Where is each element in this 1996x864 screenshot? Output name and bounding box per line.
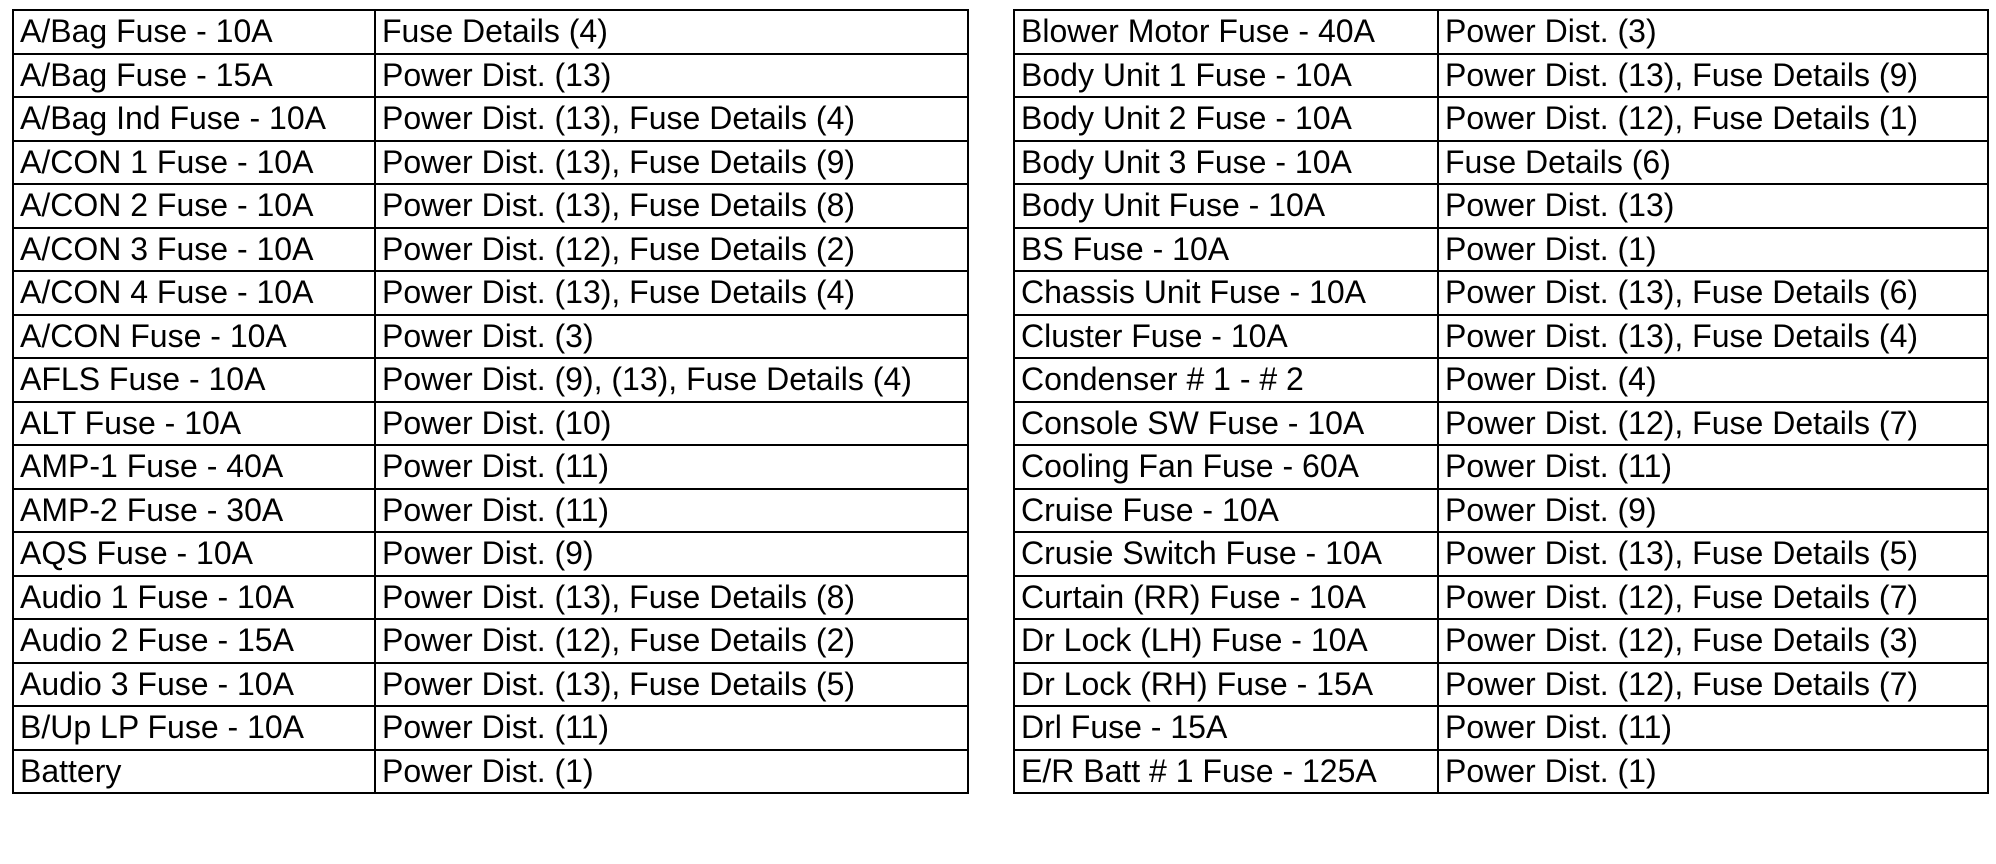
location-reference-cell: Power Dist. (11): [375, 706, 968, 750]
table-row: [13, 358, 968, 402]
table-row: [1014, 750, 1988, 794]
location-reference-cell: Power Dist. (3): [375, 315, 968, 359]
table-row: [13, 271, 968, 315]
table-row: [1014, 54, 1988, 98]
table-row: [13, 402, 968, 446]
location-reference-cell: Power Dist. (12), Fuse Details (1): [1438, 97, 1988, 141]
location-reference-cell: Power Dist. (12), Fuse Details (7): [1438, 576, 1988, 620]
table-row: [1014, 706, 1988, 750]
component-name-cell: Cruise Fuse - 10A: [1014, 489, 1438, 533]
component-name-cell: E/R Batt # 1 Fuse - 125A: [1014, 750, 1438, 794]
component-name-cell: Body Unit 3 Fuse - 10A: [1014, 141, 1438, 185]
component-name-cell: AMP-1 Fuse - 40A: [13, 445, 375, 489]
component-name-cell: A/CON 2 Fuse - 10A: [13, 184, 375, 228]
table-row: [1014, 358, 1988, 402]
component-name-cell: A/Bag Ind Fuse - 10A: [13, 97, 375, 141]
location-reference-cell: Power Dist. (13): [1438, 184, 1988, 228]
location-reference-cell: Power Dist. (12), Fuse Details (3): [1438, 619, 1988, 663]
component-name-cell: A/CON Fuse - 10A: [13, 315, 375, 359]
table-row: [13, 489, 968, 533]
table-row: [1014, 619, 1988, 663]
table-row: [1014, 184, 1988, 228]
component-name-cell: Cluster Fuse - 10A: [1014, 315, 1438, 359]
component-name-cell: Body Unit 1 Fuse - 10A: [1014, 54, 1438, 98]
component-name-cell: AMP-2 Fuse - 30A: [13, 489, 375, 533]
table-row: [13, 315, 968, 359]
table-row: [13, 141, 968, 185]
component-name-cell: Console SW Fuse - 10A: [1014, 402, 1438, 446]
component-name-cell: Audio 1 Fuse - 10A: [13, 576, 375, 620]
component-name-cell: Body Unit Fuse - 10A: [1014, 184, 1438, 228]
location-reference-cell: Power Dist. (13): [375, 54, 968, 98]
component-name-cell: AQS Fuse - 10A: [13, 532, 375, 576]
component-name-cell: BS Fuse - 10A: [1014, 228, 1438, 272]
table-row: [13, 750, 968, 794]
table-row: [1014, 402, 1988, 446]
table-row: [13, 532, 968, 576]
location-reference-cell: Power Dist. (12), Fuse Details (2): [375, 228, 968, 272]
location-reference-cell: Power Dist. (1): [1438, 750, 1988, 794]
location-reference-cell: Power Dist. (11): [375, 489, 968, 533]
location-reference-cell: Power Dist. (9): [1438, 489, 1988, 533]
right-table-body: [1014, 10, 1988, 793]
location-reference-cell: Power Dist. (13), Fuse Details (4): [375, 271, 968, 315]
table-row: [13, 184, 968, 228]
component-name-cell: Battery: [13, 750, 375, 794]
left-component-table: [12, 9, 969, 794]
location-reference-cell: Power Dist. (11): [375, 445, 968, 489]
table-row: [13, 445, 968, 489]
table-row: [1014, 663, 1988, 707]
location-reference-cell: Power Dist. (3): [1438, 10, 1988, 54]
right-component-table: [1013, 9, 1989, 794]
component-name-cell: ALT Fuse - 10A: [13, 402, 375, 446]
location-reference-cell: Power Dist. (9): [375, 532, 968, 576]
location-reference-cell: Power Dist. (13), Fuse Details (4): [1438, 315, 1988, 359]
table-row: [13, 228, 968, 272]
component-name-cell: Crusie Switch Fuse - 10A: [1014, 532, 1438, 576]
location-reference-cell: Fuse Details (6): [1438, 141, 1988, 185]
table-row: [13, 619, 968, 663]
component-name-cell: A/CON 4 Fuse - 10A: [13, 271, 375, 315]
component-name-cell: A/CON 3 Fuse - 10A: [13, 228, 375, 272]
left-table-body: [13, 10, 968, 793]
component-name-cell: Cooling Fan Fuse - 60A: [1014, 445, 1438, 489]
table-row: [1014, 315, 1988, 359]
component-name-cell: Dr Lock (RH) Fuse - 15A: [1014, 663, 1438, 707]
component-name-cell: Audio 3 Fuse - 10A: [13, 663, 375, 707]
table-row: [1014, 489, 1988, 533]
location-reference-cell: Power Dist. (13), Fuse Details (9): [1438, 54, 1988, 98]
table-row: [1014, 576, 1988, 620]
table-row: [1014, 10, 1988, 54]
table-row: [13, 576, 968, 620]
location-reference-cell: Power Dist. (10): [375, 402, 968, 446]
table-row: [1014, 141, 1988, 185]
table-row: [1014, 532, 1988, 576]
table-row: [13, 10, 968, 54]
component-name-cell: A/Bag Fuse - 15A: [13, 54, 375, 98]
component-name-cell: Drl Fuse - 15A: [1014, 706, 1438, 750]
location-reference-cell: Power Dist. (13), Fuse Details (8): [375, 184, 968, 228]
location-reference-cell: Power Dist. (13), Fuse Details (8): [375, 576, 968, 620]
location-reference-cell: Fuse Details (4): [375, 10, 968, 54]
table-row: [13, 706, 968, 750]
location-reference-cell: Power Dist. (12), Fuse Details (7): [1438, 663, 1988, 707]
location-reference-cell: Power Dist. (13), Fuse Details (9): [375, 141, 968, 185]
location-reference-cell: Power Dist. (13), Fuse Details (6): [1438, 271, 1988, 315]
table-row: [1014, 445, 1988, 489]
component-name-cell: Blower Motor Fuse - 40A: [1014, 10, 1438, 54]
table-row: [13, 663, 968, 707]
location-reference-cell: Power Dist. (4): [1438, 358, 1988, 402]
location-reference-cell: Power Dist. (1): [375, 750, 968, 794]
table-row: [13, 97, 968, 141]
location-reference-cell: Power Dist. (13), Fuse Details (4): [375, 97, 968, 141]
component-name-cell: Dr Lock (LH) Fuse - 10A: [1014, 619, 1438, 663]
location-reference-cell: Power Dist. (11): [1438, 706, 1988, 750]
component-name-cell: A/Bag Fuse - 10A: [13, 10, 375, 54]
table-row: [1014, 271, 1988, 315]
component-name-cell: AFLS Fuse - 10A: [13, 358, 375, 402]
component-name-cell: Condenser # 1 - # 2: [1014, 358, 1438, 402]
location-reference-cell: Power Dist. (13), Fuse Details (5): [1438, 532, 1988, 576]
location-reference-cell: Power Dist. (11): [1438, 445, 1988, 489]
location-reference-cell: Power Dist. (13), Fuse Details (5): [375, 663, 968, 707]
component-name-cell: Curtain (RR) Fuse - 10A: [1014, 576, 1438, 620]
table-row: [13, 54, 968, 98]
component-name-cell: Body Unit 2 Fuse - 10A: [1014, 97, 1438, 141]
component-name-cell: B/Up LP Fuse - 10A: [13, 706, 375, 750]
component-name-cell: Chassis Unit Fuse - 10A: [1014, 271, 1438, 315]
table-row: [1014, 97, 1988, 141]
table-row: [1014, 228, 1988, 272]
location-reference-cell: Power Dist. (12), Fuse Details (7): [1438, 402, 1988, 446]
location-reference-cell: Power Dist. (9), (13), Fuse Details (4): [375, 358, 968, 402]
component-name-cell: A/CON 1 Fuse - 10A: [13, 141, 375, 185]
location-reference-cell: Power Dist. (12), Fuse Details (2): [375, 619, 968, 663]
component-name-cell: Audio 2 Fuse - 15A: [13, 619, 375, 663]
location-reference-cell: Power Dist. (1): [1438, 228, 1988, 272]
